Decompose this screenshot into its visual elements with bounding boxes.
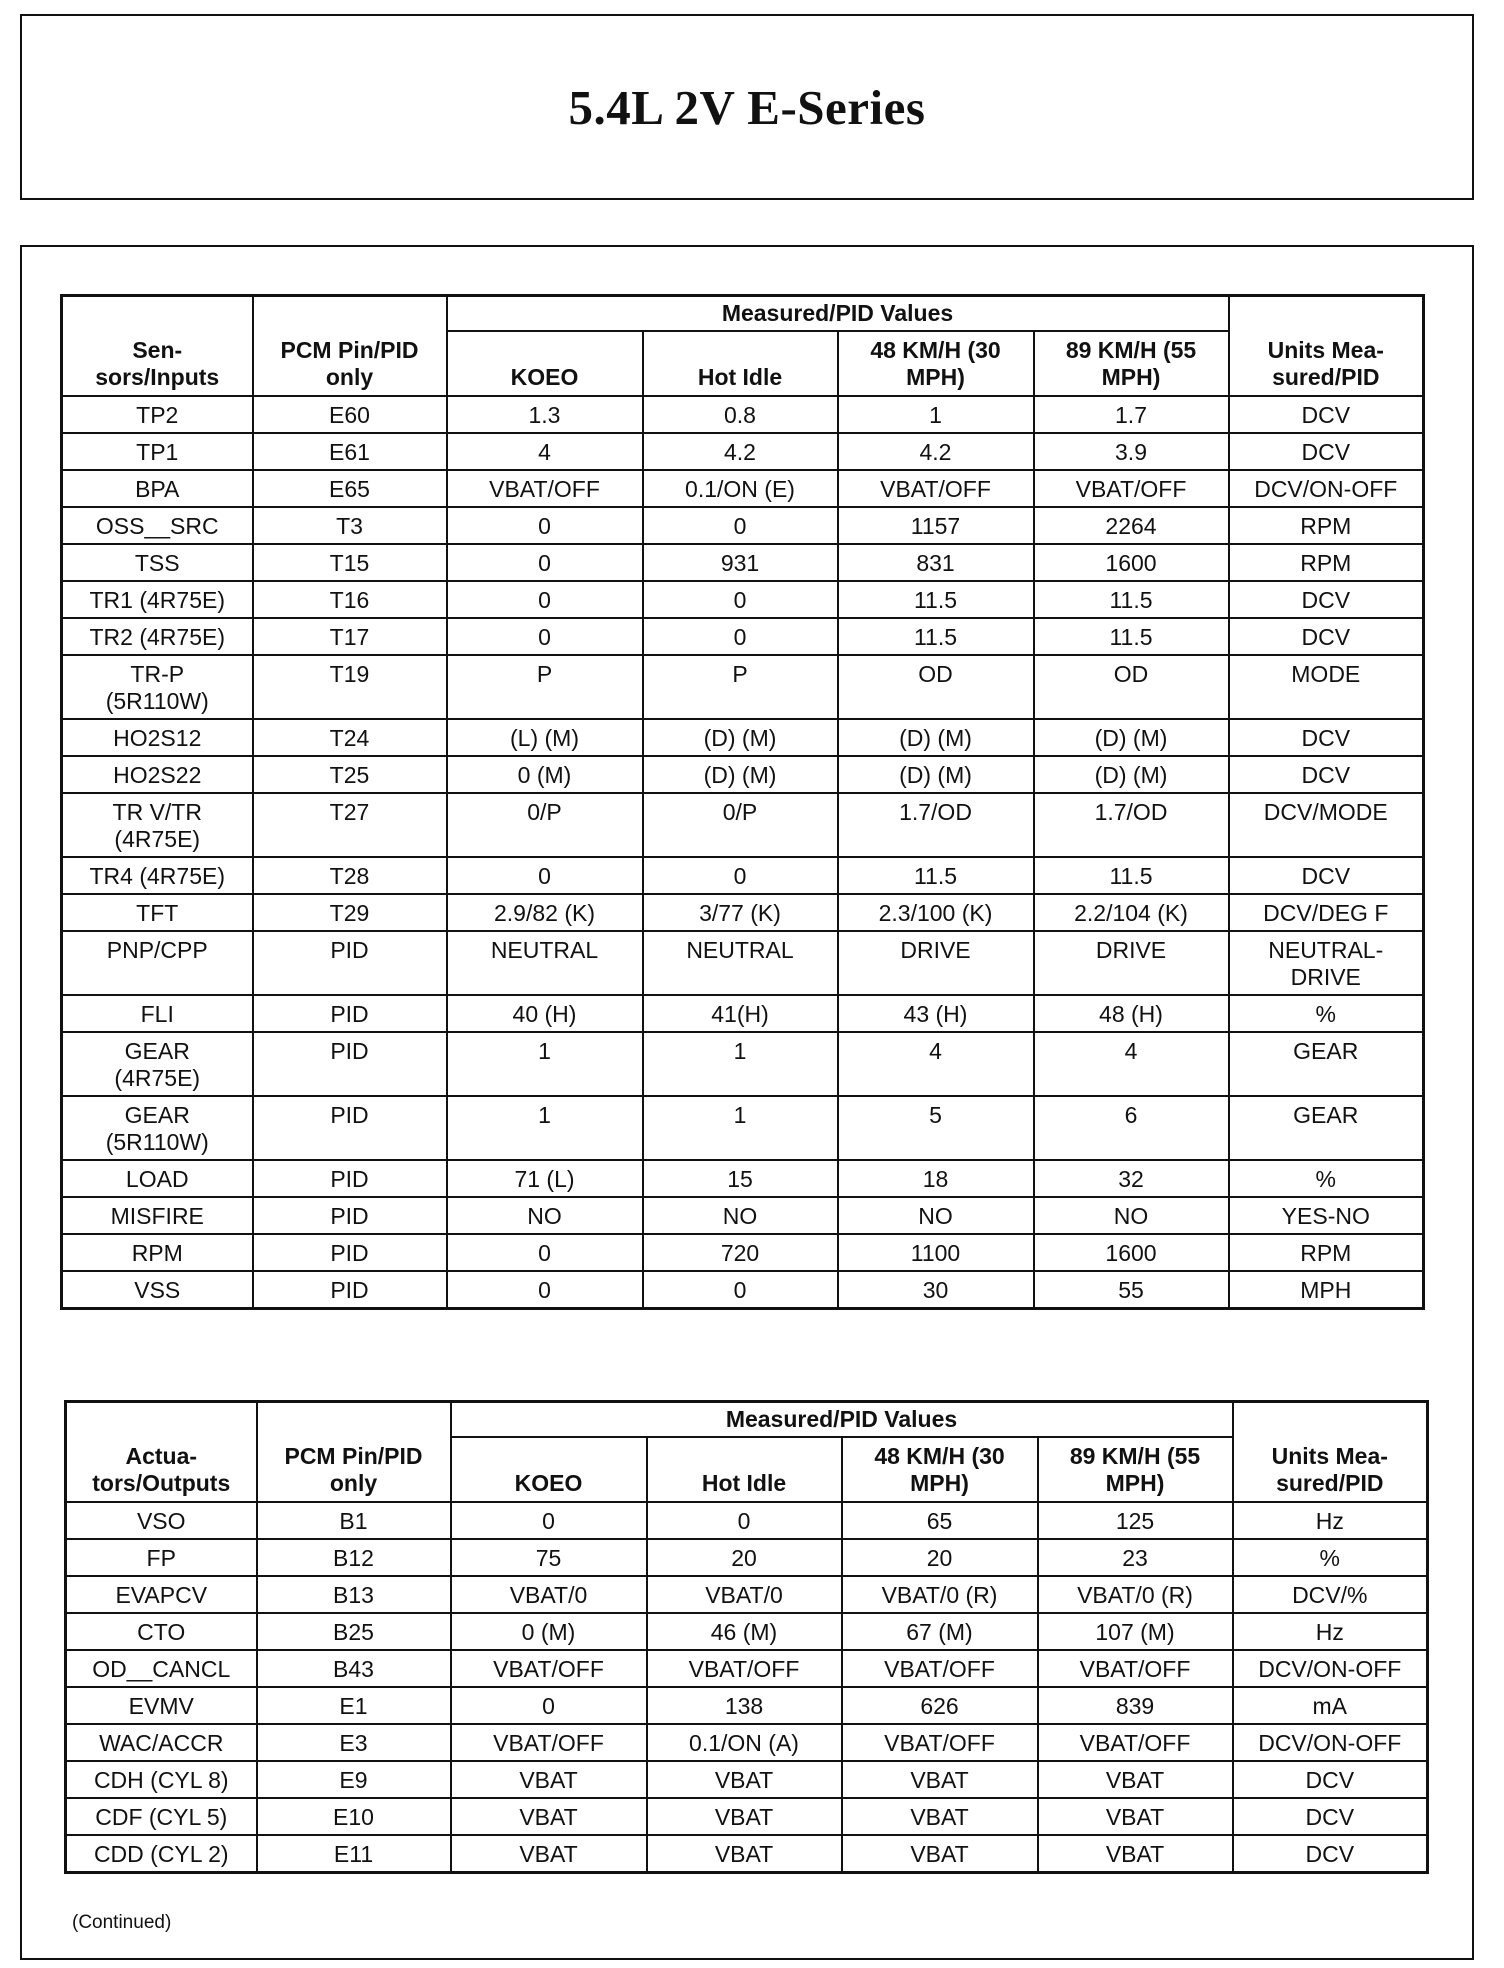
cell-item: BPA [62, 470, 253, 507]
cell-pin: PID [253, 1234, 447, 1271]
cell-89kmh: 1600 [1034, 1234, 1229, 1271]
cell-item: CTO [66, 1613, 257, 1650]
cell-units: RPM [1229, 507, 1424, 544]
cell-item: CDF (CYL 5) [66, 1798, 257, 1835]
cell-hot-idle: 46 (M) [647, 1613, 842, 1650]
table-row [66, 1539, 1428, 1576]
header-row-group [62, 296, 1424, 332]
title-box [20, 14, 1474, 200]
cell-89kmh: 23 [1038, 1539, 1233, 1576]
cell-units: DCV [1229, 857, 1424, 894]
cell-units: Hz [1233, 1502, 1428, 1539]
cell-item: PNP/CPP [62, 931, 253, 995]
cell-item: FLI [62, 995, 253, 1032]
table-row [62, 396, 1424, 433]
cell-89kmh: 55 [1034, 1271, 1229, 1309]
cell-hot-idle: VBAT [647, 1798, 842, 1835]
cell-hot-idle: 20 [647, 1539, 842, 1576]
cell-48kmh: 1100 [838, 1234, 1034, 1271]
cell-48kmh: 43 (H) [838, 995, 1034, 1032]
cell-48kmh: 11.5 [838, 857, 1034, 894]
cell-units: NEUTRAL- DRIVE [1229, 931, 1424, 995]
cell-koeo: P [447, 655, 643, 719]
cell-pin: B1 [257, 1502, 451, 1539]
col-header-pin: PCM Pin/PID only [253, 296, 447, 397]
table-row [62, 1032, 1424, 1096]
cell-units: DCV/DEG F [1229, 894, 1424, 931]
cell-89kmh: VBAT [1038, 1761, 1233, 1798]
cell-hot-idle: 720 [643, 1234, 838, 1271]
cell-koeo: 1 [447, 1096, 643, 1160]
header-row-group [66, 1402, 1428, 1438]
cell-koeo: NEUTRAL [447, 931, 643, 995]
cell-koeo: 0 [447, 1234, 643, 1271]
cell-item: FP [66, 1539, 257, 1576]
cell-pin: E10 [257, 1798, 451, 1835]
cell-hot-idle: 4.2 [643, 433, 838, 470]
cell-pin: PID [253, 1032, 447, 1096]
cell-hot-idle: 41(H) [643, 995, 838, 1032]
cell-pin: B12 [257, 1539, 451, 1576]
col-header-89kmh: 89 KM/H (55 MPH) [1034, 331, 1229, 396]
table-row [66, 1576, 1428, 1613]
table-row [62, 433, 1424, 470]
cell-item: EVAPCV [66, 1576, 257, 1613]
cell-89kmh: 1.7 [1034, 396, 1229, 433]
cell-pin: T15 [253, 544, 447, 581]
cell-item: TP1 [62, 433, 253, 470]
cell-units: DCV [1229, 719, 1424, 756]
cell-48kmh: VBAT/OFF [838, 470, 1034, 507]
cell-koeo: NO [447, 1197, 643, 1234]
table-row [66, 1687, 1428, 1724]
cell-pin: E65 [253, 470, 447, 507]
cell-89kmh: VBAT/OFF [1038, 1724, 1233, 1761]
cell-hot-idle: NO [643, 1197, 838, 1234]
cell-koeo: 0 (M) [447, 756, 643, 793]
cell-pin: PID [253, 1271, 447, 1309]
cell-hot-idle: (D) (M) [643, 719, 838, 756]
cell-item: TFT [62, 894, 253, 931]
cell-koeo: 0 [447, 857, 643, 894]
cell-48kmh: 65 [842, 1502, 1038, 1539]
cell-48kmh: VBAT [842, 1835, 1038, 1873]
col-header-item: Sen- sors/Inputs [62, 296, 253, 397]
cell-pin: PID [253, 1160, 447, 1197]
cell-units: MPH [1229, 1271, 1424, 1309]
cell-pin: T28 [253, 857, 447, 894]
cell-koeo: VBAT/OFF [451, 1650, 647, 1687]
cell-hot-idle: 138 [647, 1687, 842, 1724]
cell-koeo: 0/P [447, 793, 643, 857]
cell-48kmh: 30 [838, 1271, 1034, 1309]
cell-89kmh: 839 [1038, 1687, 1233, 1724]
group-header-measured-values: Measured/PID Values [451, 1402, 1233, 1438]
actuators-body [66, 1502, 1428, 1873]
cell-48kmh: 11.5 [838, 581, 1034, 618]
cell-hot-idle: 15 [643, 1160, 838, 1197]
cell-hot-idle: 0.1/ON (E) [643, 470, 838, 507]
cell-koeo: 1.3 [447, 396, 643, 433]
sensors-body [62, 396, 1424, 1309]
cell-89kmh: 3.9 [1034, 433, 1229, 470]
cell-89kmh: 6 [1034, 1096, 1229, 1160]
cell-koeo: 0 [447, 581, 643, 618]
table-row [62, 1160, 1424, 1197]
page-title: 5.4L 2V E-Series [568, 79, 926, 135]
cell-hot-idle: NEUTRAL [643, 931, 838, 995]
cell-koeo: 0 [447, 507, 643, 544]
cell-item: OD__CANCL [66, 1650, 257, 1687]
cell-hot-idle: VBAT/0 [647, 1576, 842, 1613]
table-row [66, 1761, 1428, 1798]
cell-hot-idle: VBAT [647, 1761, 842, 1798]
cell-48kmh: VBAT/OFF [842, 1650, 1038, 1687]
cell-hot-idle: VBAT [647, 1835, 842, 1873]
col-header-units: Units Mea- sured/PID [1229, 296, 1424, 397]
cell-units: DCV/ON-OFF [1233, 1724, 1428, 1761]
cell-hot-idle: 0.1/ON (A) [647, 1724, 842, 1761]
actuators-outputs-table [64, 1400, 1429, 1874]
cell-89kmh: 48 (H) [1034, 995, 1229, 1032]
cell-48kmh: 67 (M) [842, 1613, 1038, 1650]
cell-hot-idle: 0 [643, 1271, 838, 1309]
tables-frame [20, 245, 1474, 1960]
table-row [62, 995, 1424, 1032]
cell-koeo: 0 [447, 618, 643, 655]
cell-item: CDH (CYL 8) [66, 1761, 257, 1798]
cell-hot-idle: 0 [643, 618, 838, 655]
cell-koeo: VBAT/OFF [447, 470, 643, 507]
cell-pin: PID [253, 931, 447, 995]
table-row [62, 931, 1424, 995]
table-row [62, 544, 1424, 581]
cell-hot-idle: (D) (M) [643, 756, 838, 793]
cell-hot-idle: 0 [643, 857, 838, 894]
cell-koeo: 71 (L) [447, 1160, 643, 1197]
table-row [62, 655, 1424, 719]
cell-units: RPM [1229, 544, 1424, 581]
cell-48kmh: 1 [838, 396, 1034, 433]
cell-item: WAC/ACCR [66, 1724, 257, 1761]
cell-pin: T16 [253, 581, 447, 618]
col-header-hot-idle: Hot Idle [647, 1437, 842, 1502]
cell-koeo: VBAT/0 [451, 1576, 647, 1613]
cell-units: mA [1233, 1687, 1428, 1724]
cell-item: VSO [66, 1502, 257, 1539]
table-row [62, 507, 1424, 544]
cell-48kmh: 2.3/100 (K) [838, 894, 1034, 931]
cell-pin: T24 [253, 719, 447, 756]
cell-units: DCV/MODE [1229, 793, 1424, 857]
cell-48kmh: VBAT [842, 1761, 1038, 1798]
table-row [62, 470, 1424, 507]
cell-koeo: VBAT [451, 1835, 647, 1873]
cell-koeo: 0 [447, 544, 643, 581]
cell-koeo: (L) (M) [447, 719, 643, 756]
table-row [66, 1835, 1428, 1873]
cell-89kmh: VBAT/OFF [1034, 470, 1229, 507]
cell-pin: T29 [253, 894, 447, 931]
col-header-pin: PCM Pin/PID only [257, 1402, 451, 1503]
table-row [62, 1271, 1424, 1309]
cell-pin: PID [253, 995, 447, 1032]
cell-pin: B13 [257, 1576, 451, 1613]
cell-item: TR1 (4R75E) [62, 581, 253, 618]
cell-48kmh: 18 [838, 1160, 1034, 1197]
cell-89kmh: 2264 [1034, 507, 1229, 544]
cell-hot-idle: 0 [643, 581, 838, 618]
table-row [62, 894, 1424, 931]
group-header-measured-values: Measured/PID Values [447, 296, 1229, 332]
cell-89kmh: 11.5 [1034, 581, 1229, 618]
cell-89kmh: 1600 [1034, 544, 1229, 581]
col-header-48kmh: 48 KM/H (30 MPH) [842, 1437, 1038, 1502]
table-row [62, 857, 1424, 894]
cell-koeo: 1 [447, 1032, 643, 1096]
cell-hot-idle: 3/77 (K) [643, 894, 838, 931]
cell-units: YES-NO [1229, 1197, 1424, 1234]
cell-pin: T17 [253, 618, 447, 655]
cell-item: CDD (CYL 2) [66, 1835, 257, 1873]
cell-units: % [1233, 1539, 1428, 1576]
cell-48kmh: VBAT/OFF [842, 1724, 1038, 1761]
cell-89kmh: 11.5 [1034, 618, 1229, 655]
table-row [66, 1724, 1428, 1761]
cell-item: GEAR (4R75E) [62, 1032, 253, 1096]
table-row [62, 581, 1424, 618]
cell-hot-idle: 0 [647, 1502, 842, 1539]
cell-units: RPM [1229, 1234, 1424, 1271]
table-row [66, 1798, 1428, 1835]
cell-units: DCV [1233, 1761, 1428, 1798]
col-header-hot-idle: Hot Idle [643, 331, 838, 396]
cell-pin: PID [253, 1197, 447, 1234]
cell-pin: E61 [253, 433, 447, 470]
cell-hot-idle: 0.8 [643, 396, 838, 433]
cell-89kmh: (D) (M) [1034, 756, 1229, 793]
cell-item: TP2 [62, 396, 253, 433]
cell-89kmh: 32 [1034, 1160, 1229, 1197]
cell-koeo: 75 [451, 1539, 647, 1576]
col-header-89kmh: 89 KM/H (55 MPH) [1038, 1437, 1233, 1502]
cell-48kmh: 626 [842, 1687, 1038, 1724]
cell-units: DCV/ON-OFF [1229, 470, 1424, 507]
cell-item: LOAD [62, 1160, 253, 1197]
cell-48kmh: 4.2 [838, 433, 1034, 470]
table-row [66, 1650, 1428, 1687]
cell-units: % [1229, 995, 1424, 1032]
cell-pin: E11 [257, 1835, 451, 1873]
cell-item: TR-P (5R110W) [62, 655, 253, 719]
col-header-item: Actua- tors/Outputs [66, 1402, 257, 1503]
continued-note: (Continued) [72, 1912, 172, 1933]
cell-89kmh: 125 [1038, 1502, 1233, 1539]
cell-pin: E60 [253, 396, 447, 433]
cell-units: DCV [1229, 396, 1424, 433]
col-header-units: Units Mea- sured/PID [1233, 1402, 1428, 1503]
cell-pin: E9 [257, 1761, 451, 1798]
cell-pin: E3 [257, 1724, 451, 1761]
cell-pin: T19 [253, 655, 447, 719]
cell-units: DCV [1229, 581, 1424, 618]
cell-item: MISFIRE [62, 1197, 253, 1234]
cell-89kmh: 1.7/OD [1034, 793, 1229, 857]
cell-koeo: 0 [451, 1687, 647, 1724]
cell-89kmh: 4 [1034, 1032, 1229, 1096]
col-header-koeo: KOEO [447, 331, 643, 396]
cell-hot-idle: 1 [643, 1032, 838, 1096]
cell-89kmh: NO [1034, 1197, 1229, 1234]
cell-item: HO2S12 [62, 719, 253, 756]
cell-hot-idle: 0 [643, 507, 838, 544]
cell-item: TR V/TR (4R75E) [62, 793, 253, 857]
cell-item: TSS [62, 544, 253, 581]
cell-units: GEAR [1229, 1096, 1424, 1160]
cell-koeo: VBAT [451, 1761, 647, 1798]
cell-48kmh: VBAT [842, 1798, 1038, 1835]
col-header-48kmh: 48 KM/H (30 MPH) [838, 331, 1034, 396]
cell-pin: T27 [253, 793, 447, 857]
cell-48kmh: DRIVE [838, 931, 1034, 995]
cell-89kmh: VBAT [1038, 1798, 1233, 1835]
cell-pin: B43 [257, 1650, 451, 1687]
cell-item: TR4 (4R75E) [62, 857, 253, 894]
cell-89kmh: 107 (M) [1038, 1613, 1233, 1650]
cell-koeo: 0 [451, 1502, 647, 1539]
cell-48kmh: 5 [838, 1096, 1034, 1160]
cell-hot-idle: VBAT/OFF [647, 1650, 842, 1687]
cell-units: DCV [1233, 1835, 1428, 1873]
cell-89kmh: 11.5 [1034, 857, 1229, 894]
cell-89kmh: (D) (M) [1034, 719, 1229, 756]
cell-hot-idle: 0/P [643, 793, 838, 857]
cell-48kmh: 1157 [838, 507, 1034, 544]
cell-48kmh: 831 [838, 544, 1034, 581]
cell-item: HO2S22 [62, 756, 253, 793]
sensors-inputs-table [60, 294, 1425, 1310]
cell-koeo: 40 (H) [447, 995, 643, 1032]
cell-48kmh: (D) (M) [838, 756, 1034, 793]
cell-pin: B25 [257, 1613, 451, 1650]
cell-89kmh: OD [1034, 655, 1229, 719]
cell-item: RPM [62, 1234, 253, 1271]
cell-pin: E1 [257, 1687, 451, 1724]
cell-89kmh: VBAT/OFF [1038, 1650, 1233, 1687]
table-row [62, 1234, 1424, 1271]
col-header-koeo: KOEO [451, 1437, 647, 1502]
table-row [62, 1197, 1424, 1234]
table-row [62, 756, 1424, 793]
cell-48kmh: VBAT/0 (R) [842, 1576, 1038, 1613]
table-row [66, 1613, 1428, 1650]
cell-units: DCV [1233, 1798, 1428, 1835]
cell-48kmh: 11.5 [838, 618, 1034, 655]
table-row [66, 1502, 1428, 1539]
cell-units: Hz [1233, 1613, 1428, 1650]
cell-koeo: VBAT [451, 1798, 647, 1835]
cell-pin: T3 [253, 507, 447, 544]
table-row [62, 719, 1424, 756]
cell-89kmh: DRIVE [1034, 931, 1229, 995]
cell-item: TR2 (4R75E) [62, 618, 253, 655]
cell-48kmh: NO [838, 1197, 1034, 1234]
cell-units: MODE [1229, 655, 1424, 719]
cell-89kmh: VBAT/0 (R) [1038, 1576, 1233, 1613]
cell-item: VSS [62, 1271, 253, 1309]
cell-units: DCV [1229, 618, 1424, 655]
cell-item: OSS__SRC [62, 507, 253, 544]
cell-koeo: 0 [447, 1271, 643, 1309]
table-row [62, 793, 1424, 857]
cell-hot-idle: P [643, 655, 838, 719]
cell-units: DCV [1229, 756, 1424, 793]
cell-units: DCV/% [1233, 1576, 1428, 1613]
cell-48kmh: (D) (M) [838, 719, 1034, 756]
cell-89kmh: VBAT [1038, 1835, 1233, 1873]
cell-item: GEAR (5R110W) [62, 1096, 253, 1160]
cell-koeo: 4 [447, 433, 643, 470]
table-row [62, 618, 1424, 655]
cell-units: % [1229, 1160, 1424, 1197]
cell-48kmh: 20 [842, 1539, 1038, 1576]
cell-48kmh: 1.7/OD [838, 793, 1034, 857]
cell-koeo: 2.9/82 (K) [447, 894, 643, 931]
cell-units: GEAR [1229, 1032, 1424, 1096]
cell-48kmh: 4 [838, 1032, 1034, 1096]
cell-pin: PID [253, 1096, 447, 1160]
cell-hot-idle: 1 [643, 1096, 838, 1160]
cell-koeo: VBAT/OFF [451, 1724, 647, 1761]
cell-koeo: 0 (M) [451, 1613, 647, 1650]
table-row [62, 1096, 1424, 1160]
cell-units: DCV [1229, 433, 1424, 470]
cell-48kmh: OD [838, 655, 1034, 719]
cell-hot-idle: 931 [643, 544, 838, 581]
cell-89kmh: 2.2/104 (K) [1034, 894, 1229, 931]
cell-pin: T25 [253, 756, 447, 793]
cell-units: DCV/ON-OFF [1233, 1650, 1428, 1687]
cell-item: EVMV [66, 1687, 257, 1724]
